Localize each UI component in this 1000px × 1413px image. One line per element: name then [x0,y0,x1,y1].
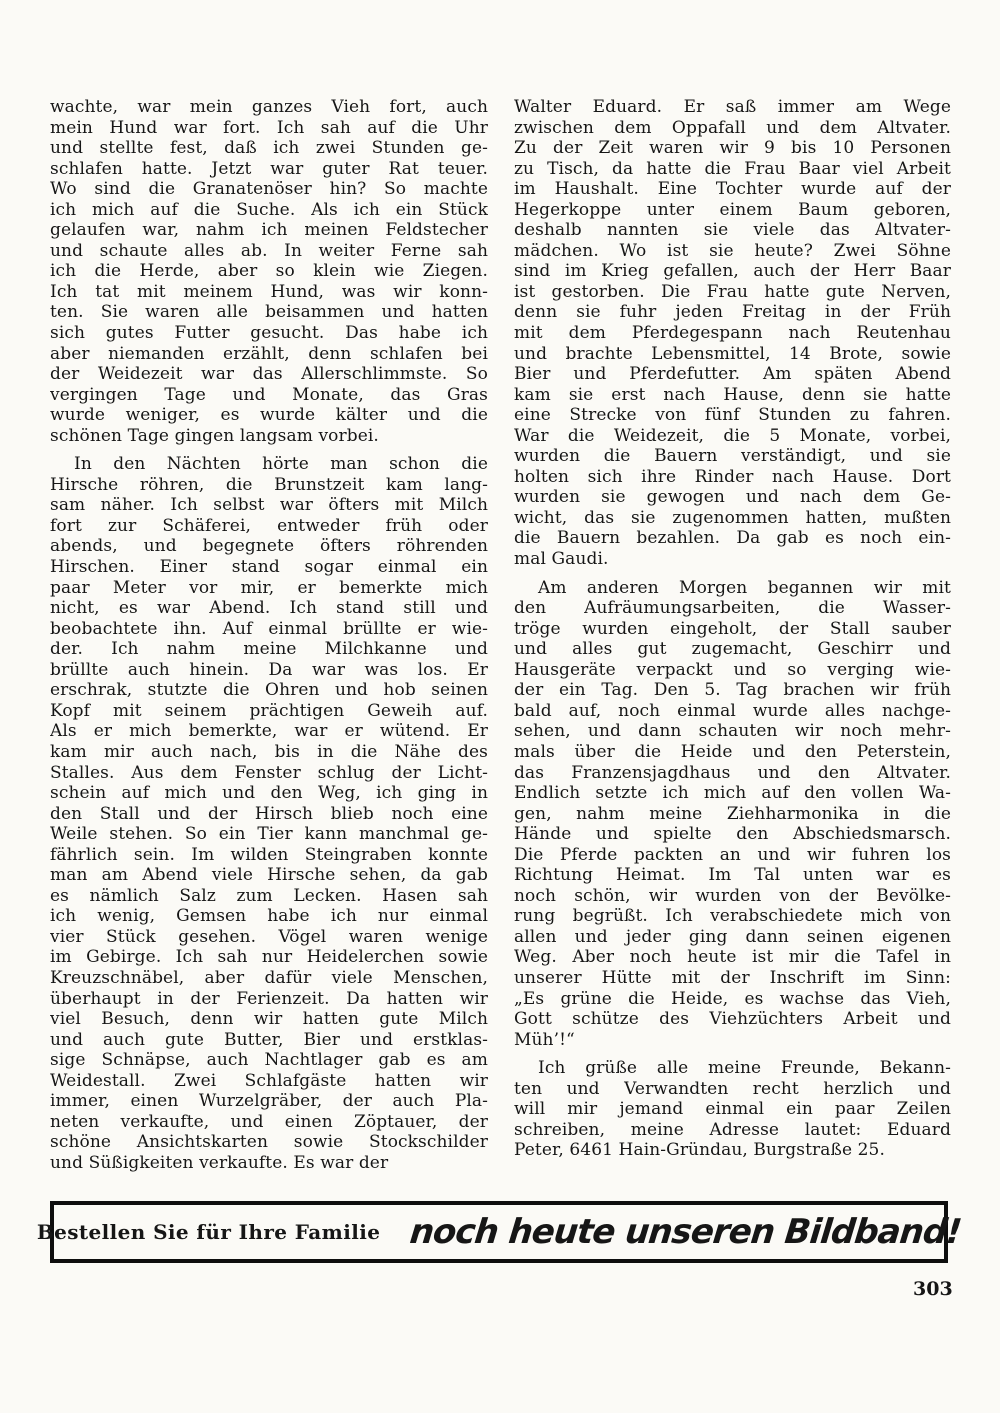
text-line: fährlich sein. Im wilden Steingraben konnte [50,844,488,865]
text-line: gen, nahm meine Ziehharmonika in die [514,803,951,824]
text-line: schreiben, meine Adresse lautet: Eduard [514,1119,951,1140]
text-line: Wo sind die Granatenöser hin? So machte [50,179,488,200]
text-line: Kreuzschnäbel, aber dafür viele Menschen, [50,967,488,988]
text-line: Hegerkoppe unter einem Baum geboren, [514,199,951,220]
text-line: War die Weidezeit, die 5 Monate, vorbei, [514,425,951,446]
text-line: viel Besuch, denn wir hatten gute Milch [50,1009,488,1030]
text-line: tröge wurden eingeholt, der Stall sauber [514,618,951,639]
text-line: beobachtete ihn. Auf einmal brüllte er wie- [50,618,488,639]
text-line: ten. Sie waren alle beisammen und hatten [50,302,488,323]
text-line: Als er mich bemerkte, war er wütend. Er [50,721,488,742]
paragraph [514,578,951,1051]
text-line: überhaupt in der Ferienzeit. Da hatten wir [50,988,488,1009]
text-line: Die Pferde packten an und wir fuhren los [514,844,951,865]
text-line: und brachte Lebensmittel, 14 Brote, sowie [514,343,951,364]
text-line: Ich grüße alle meine Freunde, Bekann- [538,1058,951,1079]
text-line: paar Meter vor mir, er bemerkte mich [50,577,488,598]
text-line: wurde weniger, es wurde kälter und die [50,405,488,426]
paragraph [50,97,488,446]
text-line: bald auf, noch einmal wurde alles nachge- [514,700,951,721]
text-line: den Aufräumungsarbeiten, die Wasser- [514,598,951,619]
text-line: immer, einen Wurzelgräber, der auch Pla- [50,1091,488,1112]
text-line: sam näher. Ich selbst war öfters mit Milch [50,495,488,516]
text-line: schönen Tage gingen langsam vorbei. [50,425,379,446]
text-line: ist gestorben. Die Frau hatte gute Nerven, [514,281,951,302]
text-line: sind im Krieg gefallen, auch der Herr Baar [514,261,951,282]
paragraph [50,454,488,1173]
text-line: mals über die Heide und den Peterstein, [514,741,951,762]
text-line: holten sich ihre Rinder nach Hause. Dort [514,466,951,487]
text-line: Richtung Heimat. Im Tal unten war es [514,865,951,886]
text-line: Hände und spielte den Abschiedsmarsch. [514,824,951,845]
text-line: ich die Herde, aber so klein wie Ziegen. [50,261,488,282]
text-line: vergingen Tage und Monate, das Gras [50,384,488,405]
text-line: und Süßigkeiten verkaufte. Es war der [50,1152,389,1173]
text-line: rung begrüßt. Ich verabschiedete mich von [514,906,951,927]
text-column-left [50,97,488,1173]
text-line: Walter Eduard. Er saß immer am Wege [514,97,951,117]
text-line: den Stall und der Hirsch blieb noch eine [50,803,488,824]
text-column-right [514,97,951,1161]
text-line: Bier und Pferdefutter. Am späten Abend [514,364,951,385]
text-line: denn sie fuhr jeden Freitag in der Früh [514,302,951,323]
text-line: schöne Ansichtskarten sowie Stockschilder [50,1132,488,1153]
text-line: vier Stück gesehen. Vögel waren wenige [50,926,488,947]
text-line: ten und Verwandten recht herzlich und [514,1078,951,1099]
text-line: Am anderen Morgen begannen wir mit [538,577,951,598]
text-line: Hirsche röhren, die Brunstzeit kam lang- [50,474,488,495]
order-banner [36,1201,964,1263]
text-line: wicht, das sie zugenommen hatten, mußten [514,507,951,528]
text-line: will mir jemand einmal ein paar Zeilen [514,1099,951,1120]
text-line: brüllte auch hinein. Da war was los. Er [50,659,488,680]
text-line: sehen, und dann schauten wir noch mehr- [514,721,951,742]
text-line: Gott schütze des Viehzüchters Arbeit und [514,1009,951,1030]
text-line: Hirschen. Einer stand sogar einmal ein [50,557,488,578]
text-line: und auch gute Butter, Bier und erstklas- [50,1029,488,1050]
text-line: Stalles. Aus dem Fenster schlug der Licht- [50,762,488,783]
text-line: nicht, es war Abend. Ich stand still und [50,598,488,619]
text-line: Peter, 6461 Hain-Gründau, Burgstraße 25. [514,1140,885,1161]
text-line: Endlich setzte ich mich auf den vollen Wa- [514,783,951,804]
text-line: mal Gaudi. [514,549,609,570]
text-line: neten verkaufte, und einen Zöptauer, der [50,1111,488,1132]
text-line: mit dem Pferdegespann nach Reutenhau [514,323,951,344]
text-line: aber niemanden erzählt, denn schlafen bei [50,343,488,364]
text-line: Ich tat mit meinem Hund, was wir konn- [50,281,488,302]
text-line: gelaufen war, nahm ich meinen Feldstecher [50,220,488,241]
text-line: im Haushalt. Eine Tochter wurde auf der [514,179,951,200]
text-line: Weidestall. Zwei Schlafgäste hatten wir [50,1070,488,1091]
text-line: abends, und begegnete öfters röhrenden [50,536,488,557]
text-line: Zu der Zeit waren wir 9 bis 10 Personen [514,138,951,159]
text-line: unserer Hütte mit der Inschrift im Sinn: [514,967,951,988]
paragraph [514,97,951,570]
text-line: der. Ich nahm meine Milchkanne und [50,639,488,660]
text-line: eine Strecke von fünf Stunden zu fahren. [514,405,951,426]
text-line: schein auf mich und den Weg, ich ging in [50,783,488,804]
text-line: das Franzensjagdhaus und den Altvater. [514,762,951,783]
text-line: Kopf mit seinem prächtigen Geweih auf. [50,700,488,721]
text-line: kam sie erst nach Hause, denn sie hatte [514,384,951,405]
paragraph [514,1058,951,1161]
text-line: ich mich auf die Suche. Als ich ein Stück [50,199,488,220]
text-line: fort zur Schäferei, entweder früh oder [50,515,488,536]
text-line: es nämlich Salz zum Lecken. Hasen sah [50,885,488,906]
text-line: der Weidezeit war das Allerschlimmste. So [50,364,488,385]
text-line: zu Tisch, da hatte die Frau Baar viel Arbeit [514,158,951,179]
text-line: In den Nächten hörte man schon die [74,454,488,475]
text-line: Müh’!“ [514,1029,575,1050]
banner-headline: noch heute unseren Bildband! [408,1212,964,1252]
text-line: Hausgeräte verpackt und so verging wie- [514,659,951,680]
text-line: wurden die Bauern verständigt, und sie [514,446,951,467]
text-line: man am Abend viele Hirsche sehen, da gab [50,865,488,886]
text-line: und alles gut zugemacht, Geschirr und [514,639,951,660]
text-line: mädchen. Wo ist sie heute? Zwei Söhne [514,240,951,261]
text-line: allen und jeder ging dann seinen eigenen [514,926,951,947]
text-line: deshalb nannten sie viele das Altvater- [514,220,951,241]
text-line: erschrak, stutzte die Ohren und hob seinen [50,680,488,701]
text-line: und schaute alles ab. In weiter Ferne sah [50,240,488,261]
text-line: die Bauern bezahlen. Da gab es noch ein- [514,528,951,549]
text-line: ich wenig, Gemsen habe ich nur einmal [50,906,488,927]
text-line: noch schön, wir wurden von der Bevölke- [514,885,951,906]
text-line: mein Hund war fort. Ich sah auf die Uhr [50,117,488,138]
text-line: sich gutes Futter gesucht. Das habe ich [50,323,488,344]
text-line: schlafen hatte. Jetzt war guter Rat teuer. [50,158,488,179]
banner-label: Bestellen Sie für Ihre Familie [36,1220,381,1244]
text-line: wachte, war mein ganzes Vieh fort, auch [50,97,488,117]
text-line: der ein Tag. Den 5. Tag brachen wir früh [514,680,951,701]
page-number: 303 [913,1278,953,1300]
text-line: wurden sie gewogen und nach dem Ge- [514,487,951,508]
text-line: „Es grüne die Heide, es wachse das Vieh, [514,988,951,1009]
text-line: Weile stehen. So ein Tier kann manchmal ge- [50,824,488,845]
text-line: Weg. Aber noch heute ist mir die Tafel in [514,947,951,968]
text-line: und stellte fest, daß ich zwei Stunden ge- [50,138,488,159]
text-line: sige Schnäpse, auch Nachtlager gab es am [50,1050,488,1071]
text-line: zwischen dem Oppafall und dem Altvater. [514,117,951,138]
text-line: kam mir auch nach, bis in die Nähe des [50,741,488,762]
text-line: im Gebirge. Ich sah nur Heidelerchen sowie [50,947,488,968]
